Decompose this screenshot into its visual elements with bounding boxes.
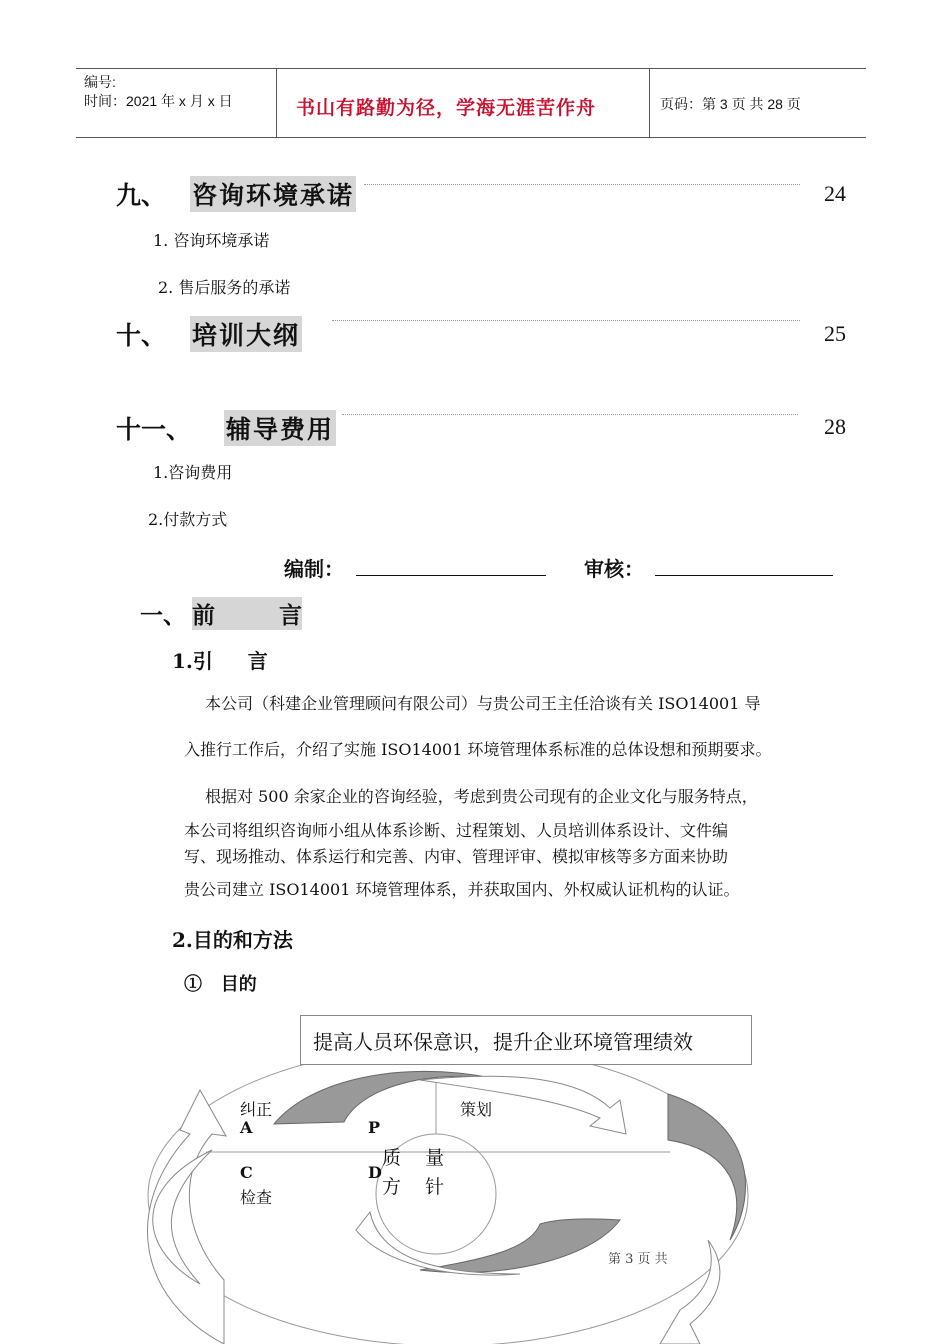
arc-arrow-right xyxy=(668,1094,745,1240)
subsection-title: 2.目的和方法 xyxy=(172,928,293,952)
toc-num-9: 九、 xyxy=(116,181,167,210)
label-correct: 纠正 xyxy=(240,1100,273,1119)
toc-leader xyxy=(342,414,798,415)
label-plan: 策划 xyxy=(460,1100,493,1119)
toc-title-9: 咨询环境承诺 xyxy=(190,176,356,212)
toc-leader xyxy=(364,184,800,185)
toc-num-10: 十、 xyxy=(116,321,167,350)
paragraph-line: 根据对 500 余家企业的咨询经验，考虑到贵公司现有的企业文化与服务特点， xyxy=(205,787,758,806)
toc-sub: 1. 咨询环境承诺 xyxy=(153,231,270,250)
label-c: C xyxy=(240,1163,253,1182)
paragraph-line: 写、现场推动、体系运行和完善、内审、管理评审、模拟审核等多方面来协助 xyxy=(184,847,729,866)
arrow-right-bottom xyxy=(660,1240,720,1344)
label-check: 检查 xyxy=(240,1188,273,1207)
toc-sub: 2. 售后服务的承诺 xyxy=(158,278,291,297)
outer-ellipse xyxy=(148,1060,748,1344)
paragraph-line: 入推行工作后，介绍了实施 ISO14001 环境管理体系标准的总体设想和预期要求。 xyxy=(184,740,772,759)
page-header xyxy=(76,68,866,138)
center-text: 方 针 xyxy=(382,1176,445,1198)
toc-page-10: 25 xyxy=(824,321,846,346)
toc-title-11: 辅导费用 xyxy=(224,410,336,446)
goal-box xyxy=(300,1015,752,1065)
toc-page-9: 24 xyxy=(824,181,846,206)
toc-num-11: 十一、 xyxy=(116,415,192,444)
subsection-item: ① 目的 xyxy=(184,974,257,995)
page-label: 页码：第 3 页 共 28 页 xyxy=(660,96,801,112)
subsection-title: 1.引 言 xyxy=(172,649,268,673)
number-label: 编号: xyxy=(84,74,116,90)
toc-page-11: 28 xyxy=(824,414,846,439)
paragraph-line: 贵公司建立 ISO14001 环境管理体系，并获取国内、外权威认证机构的认证。 xyxy=(184,880,740,899)
review-label: 审核： xyxy=(584,557,644,581)
label-a: A xyxy=(240,1118,253,1137)
center-text: 质 量 xyxy=(382,1147,445,1169)
toc-title-10: 培训大纲 xyxy=(190,316,302,352)
label-d: D xyxy=(368,1163,382,1182)
arc-arrow-bottom xyxy=(420,1219,620,1273)
review-blank xyxy=(655,575,833,576)
header-meta xyxy=(76,69,277,137)
arrow-right xyxy=(420,1076,626,1134)
goal-text: 提高人员环保意识，提升企业环境管理绩效 xyxy=(313,1030,693,1054)
toc-leader xyxy=(332,320,800,321)
paragraph-line: 本公司将组织咨询师小组从体系诊断、过程策划、人员培训体系设计、文件编 xyxy=(184,821,729,840)
toc-sub: 2.付款方式 xyxy=(148,510,228,529)
toc-sub: 1.咨询费用 xyxy=(153,463,233,482)
motto: 书山有路勤为径，学海无涯苦作舟 xyxy=(296,97,597,119)
compile-label: 编制： xyxy=(284,557,344,581)
pdca-diagram xyxy=(120,1060,760,1344)
footer-page: 第 3 页 共 xyxy=(608,1252,668,1267)
section-num: 一、 xyxy=(140,602,186,629)
section-title: 前 言 xyxy=(192,597,302,630)
label-p: P xyxy=(368,1118,381,1137)
compile-blank xyxy=(356,575,546,576)
paragraph-line: 本公司（科建企业管理顾问有限公司）与贵公司王主任洽谈有关 ISO14001 导 xyxy=(205,694,761,713)
time-label: 时间：2021 年 x 月 x 日 xyxy=(84,93,233,109)
header-motto-cell xyxy=(276,69,650,137)
